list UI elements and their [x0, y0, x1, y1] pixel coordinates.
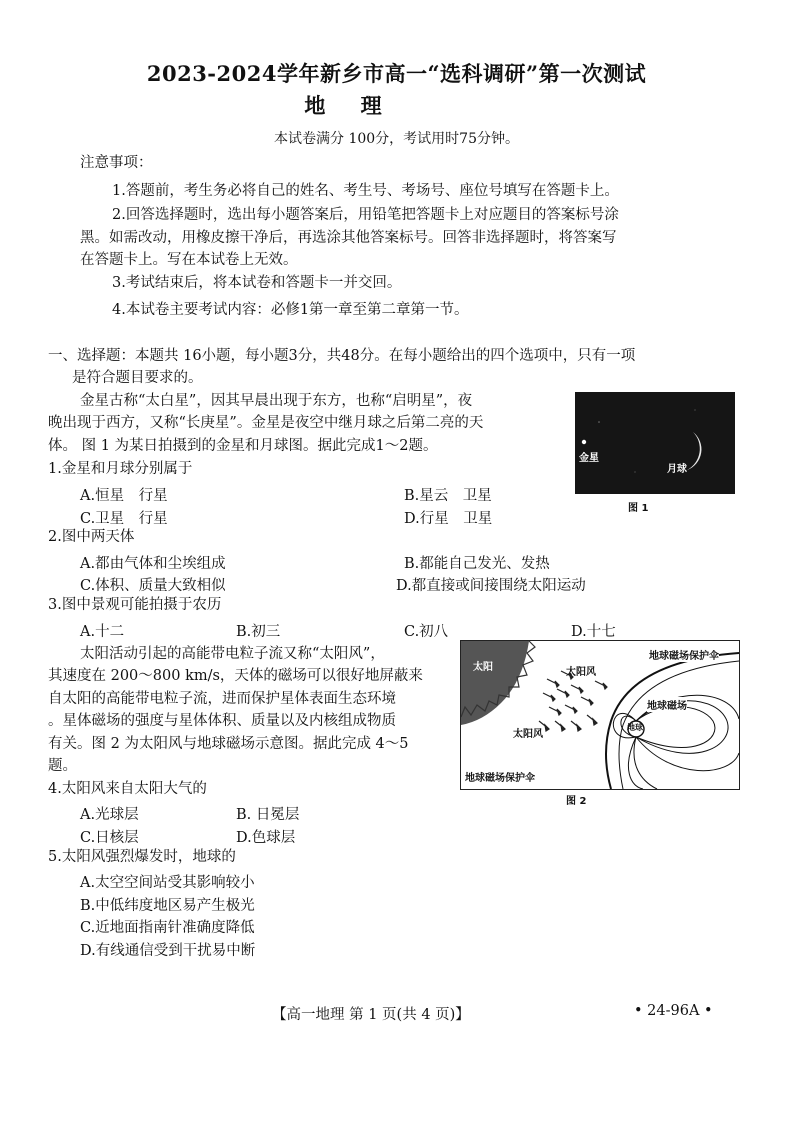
section-heading: 一、选择题：本题共 16小题，每小题3分，共48分。在每小题给出的四个选项中，只有一项 [48, 348, 636, 364]
figure-1-photo [575, 392, 735, 494]
q3-option-b[interactable]: B.初三 [236, 624, 281, 640]
q3-option-d[interactable]: D.十七 [571, 624, 616, 640]
passage2-line2: 其速度在 200～800 km/s，天体的磁场可以很好地屏蔽来 [48, 668, 423, 684]
sun-label: 太阳 [473, 662, 493, 673]
venus-dot [582, 440, 586, 444]
passage1-line1: 金星古称“太白星”，因其早晨出现于东方，也称“启明星”，夜 [80, 393, 473, 409]
q2-option-b[interactable]: B.都能自己发光、发热 [404, 556, 550, 572]
passage1-line2: 晚出现于西方，又称“长庚星”。金星是夜空中继月球之后第二亮的天 [48, 415, 484, 431]
exam-title: 2023-2024学年新乡市高一“选科调研”第一次测试 [146, 61, 647, 86]
page-footer: 【高一地理 第 1 页(共 4 页)】 [272, 1007, 470, 1023]
figure-2-diagram [460, 640, 740, 790]
solar-wind-diagram [461, 641, 739, 789]
figure-1-caption: 图 1 [628, 503, 649, 514]
q4-stem: 4.太阳风来自太阳大气的 [48, 781, 207, 797]
q1-option-a[interactable]: A.恒星 行星 [80, 488, 168, 504]
note-3: 3.考试结束后，将本试卷和答题卡一并交回。 [112, 275, 402, 291]
q2-option-d[interactable]: D.都直接或间接围绕太阳运动 [396, 578, 586, 594]
paper-code: • 24-96A • [634, 1003, 713, 1019]
q2-option-c[interactable]: C.体积、质量大致相似 [80, 578, 226, 594]
q1-option-d[interactable]: D.行星 卫星 [404, 511, 493, 527]
q3-stem: 3.图中景观可能拍摄于农历 [48, 597, 222, 613]
earth-label: 地球 [627, 723, 643, 732]
q2-stem: 2.图中两天体 [48, 529, 135, 545]
shield-label-top: 地球磁场保护伞 [649, 647, 719, 662]
figure-2-caption: 图 2 [566, 796, 587, 807]
venus-label: 金星 [579, 453, 599, 464]
section-heading-2: 是符合题目要求的。 [72, 370, 203, 386]
solar-wind-arrows [539, 671, 607, 731]
note-2c: 在答题卡上。写在本试卷上无效。 [80, 252, 298, 268]
notes-heading: 注意事项： [80, 155, 153, 171]
venus-moon-image [575, 392, 735, 494]
q4-option-a[interactable]: A.光球层 [80, 807, 139, 823]
passage2-line1: 太阳活动引起的高能带电粒子流又称“太阳风”， [80, 646, 385, 662]
q2-option-a[interactable]: A.都由气体和尘埃组成 [80, 556, 226, 572]
note-2b: 黑。如需改动，用橡皮擦干净后，再选涂其他答案标号。回答非选择题时，将答案写 [80, 230, 617, 246]
q1-option-c[interactable]: C.卫星 行星 [80, 511, 168, 527]
exam-subject: 地 理 [304, 93, 396, 118]
q1-option-b[interactable]: B.星云 卫星 [404, 488, 492, 504]
q4-option-b[interactable]: B. 日冕层 [236, 807, 300, 823]
passage2-line4: 。星体磁场的强度与星体体积、质量以及内核组成物质 [48, 713, 396, 729]
q5-option-d[interactable]: D.有线通信受到干扰易中断 [80, 943, 256, 959]
passage2-line5: 有关。图 2 为太阳风与地球磁场示意图。据此完成 4～5 [48, 736, 409, 752]
note-4: 4.本试卷主要考试内容：必修1第一章至第二章第一节。 [112, 302, 469, 318]
field-label: 地球磁场 [647, 697, 687, 712]
q1-stem: 1.金星和月球分别属于 [48, 461, 193, 477]
q5-stem: 5.太阳风强烈爆发时，地球的 [48, 849, 236, 865]
passage2-line3: 自太阳的高能带电粒子流，进而保护星体表面生态环境 [48, 691, 396, 707]
note-1: 1.答题前，考生务必将自己的姓名、考生号、考场号、座位号填写在答题卡上。 [112, 183, 619, 199]
solar-wind-label-2: 太阳风 [513, 729, 543, 740]
q5-option-b[interactable]: B.中低纬度地区易产生极光 [80, 898, 255, 914]
solar-wind-label-1: 太阳风 [566, 667, 596, 678]
q5-option-a[interactable]: A.太空空间站受其影响较小 [80, 875, 255, 891]
q5-option-c[interactable]: C.近地面指南针准确度降低 [80, 920, 255, 936]
q3-option-a[interactable]: A.十二 [80, 624, 125, 640]
shield-label-bottom: 地球磁场保护伞 [465, 769, 535, 784]
q4-option-c[interactable]: C.日核层 [80, 830, 139, 846]
exam-info: 本试卷满分 100分，考试用时75分钟。 [274, 131, 519, 147]
passage2-line6: 题。 [48, 758, 77, 774]
q3-option-c[interactable]: C.初八 [404, 624, 449, 640]
moon-label: 月球 [667, 464, 687, 475]
q4-option-d[interactable]: D.色球层 [236, 830, 296, 846]
passage1-line3: 体。 图 1 为某日拍摄到的金星和月球图。据此完成1～2题。 [48, 438, 438, 454]
note-2a: 2.回答选择题时，选出每小题答案后，用铅笔把答题卡上对应题目的答案标号涂 [112, 207, 619, 223]
